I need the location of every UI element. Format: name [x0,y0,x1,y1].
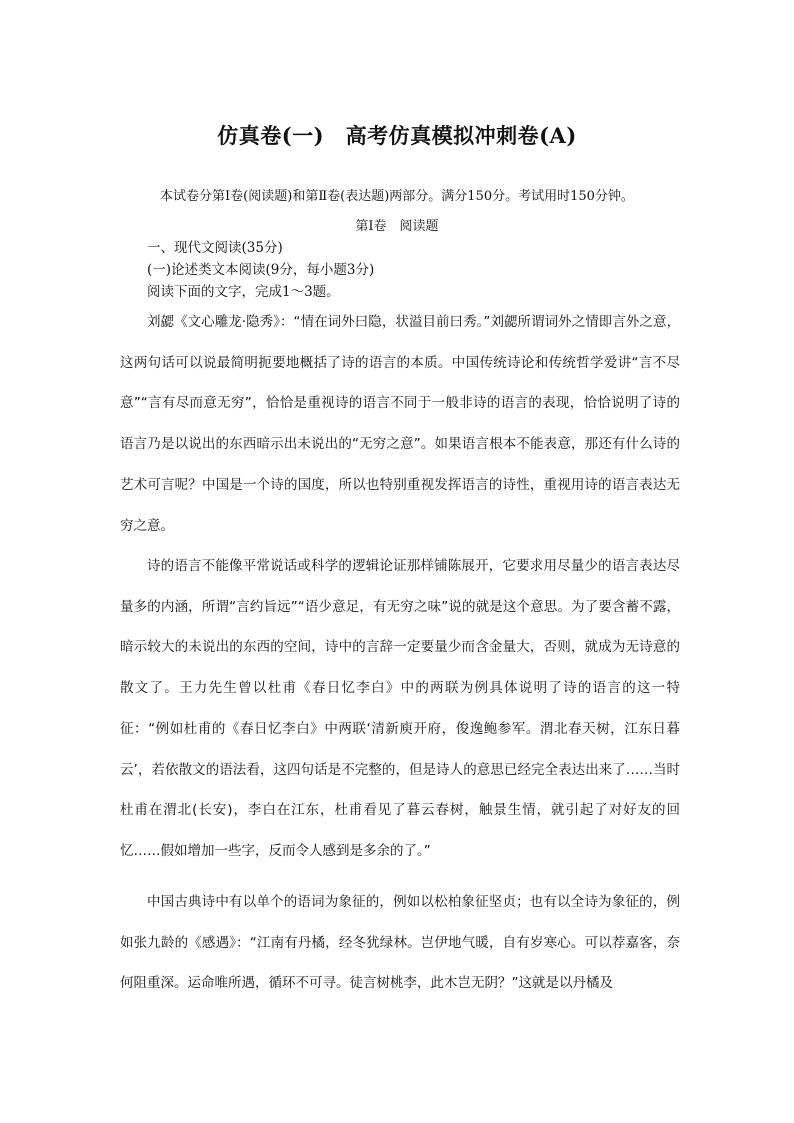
section-title: 第Ⅰ卷 阅读题 [355,219,439,234]
body-paragraph-3: 中国古典诗中有以单个的语词为象征的，例如以松柏象征坚贞；也有以全诗为象征的，例如张九龄的《感遇》：“江南有丹橘，经冬犹绿林。岂伊地气暖，自有岁寒心。可以荐嘉客，奈何阻重深。运命唯所遇，循环不可寻。徒言树桃李，此木岂无阴？”这就是以丹橘及 [120,894,680,992]
subpart-heading: (一)论述类文本阅读(9分，每小题3分) [147,262,375,278]
body-paragraph-1: 刘勰《文心雕龙·隐秀》：“情在词外曰隐，状溢目前曰秀。”刘勰所谓词外之情即言外之意，这两句话可以说最简明扼要地概括了诗的语言的本质。中国传统诗论和传统哲学爱讲“言不尽意”“言有尽而意无穷”，恰恰是重视诗的语言不同于一般非诗的语言的表现，恰恰说明了诗的语言乃是以说出的东西暗示出未说出的“无穷之意”。如果语言根本不能表意，那还有什么诗的艺术可言呢？中国是一个诗的国度，所以也特别重视发挥语言的诗性，重视用诗的语言表达无穷之意。 [120,314,680,534]
exam-instructions: 本试卷分第Ⅰ卷(阅读题)和第Ⅱ卷(表达题)两部分。满分150分。考试用时150分钟。 [160,189,634,204]
reading-instruction: 阅读下面的文字，完成1～3题。 [147,284,340,300]
part-heading: 一、现代文阅读(35分) [147,240,283,256]
page-title: 仿真卷(一) 高考仿真模拟冲刺卷(A) [217,123,577,148]
body-paragraph-2: 诗的语言不能像平常说话或科学的逻辑论证那样铺陈展开，它要求用尽量少的语言表达尽量多的内涵，所谓“言约旨远”“语少意足，有无穷之味”说的就是这个意思。为了要含蓄不露，暗示较大的未说出的东西的空间，诗中的言辞一定要量少而含金量大，否则，就成为无诗意的散文了。王力先生曾以杜甫《春日忆李白》中的两联为例具体说明了诗的语言的这一特征：“例如杜甫的《春日忆李白》中两联‘清新庾开府，俊逸鲍参军。渭北春天树，江东日暮云’，若依散文的语法看，这四句话是不完整的，但是诗人的意思已经完全表达出来了……当时杜甫在渭北(长安)，李白在江东，杜甫看见了暮云春树，触景生情，就引起了对好友的回忆……假如增加一些字，反而令人感到是多余的了。” [120,558,680,859]
